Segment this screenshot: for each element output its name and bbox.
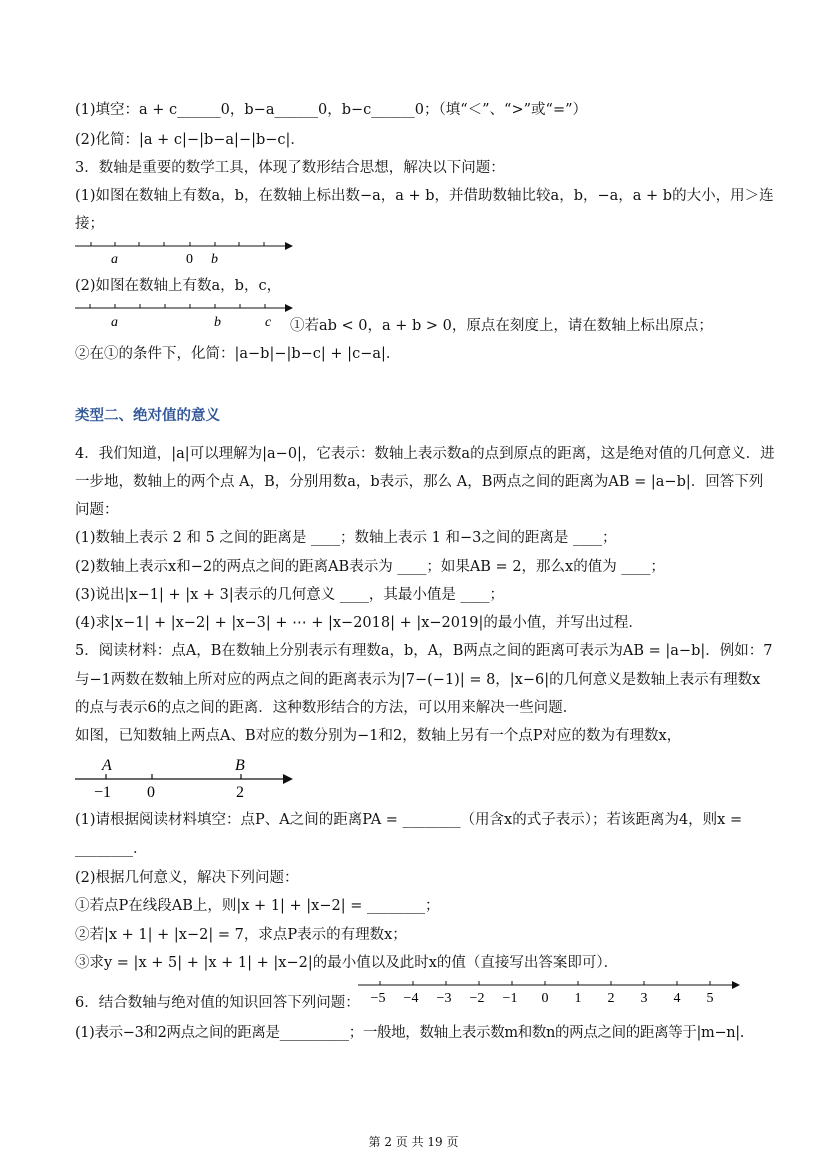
axis2-label-a: a [111,315,118,330]
q3-part1: (1)如图在数轴上有数a，b，在数轴上标出数−a，a + b，并借助数轴比较a，b，−a，a + b的大小，用＞连 [75,188,774,204]
axis4-label-neg3: −3 [436,991,452,1006]
axis4-label-neg1: −1 [502,991,518,1006]
q4-intro-3: 问题： [75,502,119,518]
axis3-label-neg1: −1 [94,784,112,801]
q6-part1: (1)表示−3和2两点之间的距离是__________；一般地，数轴上表示数m和数n的两点之间的距离等于|m−n|. [75,1025,745,1041]
axis4-label-0: 0 [541,991,549,1006]
q5-intro-1: 5．阅读材料：点A，B在数轴上分别表示有理数a，b，A，B两点之间的距离可表示为AB = |a−b|．例如：7 [75,643,773,659]
axis4-label-1: 1 [574,991,582,1006]
axis4-label-neg4: −4 [403,991,419,1006]
number-line-1 [75,236,295,268]
number-line-2 [75,298,295,332]
axis4-label-neg5: −5 [370,991,386,1006]
q4-part3: (3)说出|x−1| + |x + 3|表示的几何意义 ____，其最小值是 ____； [75,587,504,603]
q3-part1-cont: 接； [75,216,104,232]
q4-part1: (1)数轴上表示 2 和 5 之间的距离是 ____；数轴上表示 1 和−3之间的距离是 ____； [75,530,617,546]
q3-part2: (2)如图在数轴上有数a，b，c， [75,278,282,294]
q4-intro-1: 4．我们知道，|a|可以理解为|a−0|，它表示：数轴上表示数a的点到原点的距离，这是绝对值的几何意义．进 [75,446,775,462]
q5-part1-cont: ________． [75,841,148,857]
axis4-label-2: 2 [607,991,615,1006]
q5-intro-3: 的点与表示6的点之间的距离．这种数形结合的方法，可以用来解决一些问题． [75,700,578,716]
section-heading-type2: 类型二、绝对值的意义 [75,408,220,424]
q5-part2-sub1: ①若点P在线段AB上，则|x + 1| + |x−2| = ________； [75,898,440,914]
q2-part1: (1)填空：a + c______0，b−a______0，b−c______0；（填“＜”、“>”或“=”） [75,102,588,118]
number-line-3 [75,752,295,802]
axis4-label-5: 5 [706,991,714,1006]
axis2-label-c: c [265,315,272,330]
axis1-label-a: a [111,252,118,267]
axis3-label-A: A [102,757,112,774]
axis4-label-4: 4 [673,991,681,1006]
axis4-label-3: 3 [640,991,648,1006]
q4-part2: (2)数轴上表示x和−2的两点之间的距离AB表示为 ____；如果AB = 2，那么x的值为 ____； [75,559,665,575]
axis1-label-b: b [211,252,218,267]
q6-intro: 6．结合数轴与绝对值的知识回答下列问题： [75,995,360,1011]
number-line-4 [358,978,743,1006]
q3-part2-sub2: ②在①的条件下，化简：|a−b|−|b−c| + |c−a|． [75,346,401,362]
q5-part2-sub2: ②若|x + 1| + |x−2| = 7，求点P表示的有理数x； [75,927,407,943]
q5-part1: (1)请根据阅读材料填空：点P、A之间的距离PA = ________（用含x的式子表示）；若该距离为4，则x = [75,812,743,828]
page-footer: 第 2 页 共 19 页 [368,1135,459,1149]
q2-part2: (2)化简：|a + c|−|b−a|−|b−c|． [75,132,305,148]
axis2-label-b: b [214,315,221,330]
q5-part2-sub3: ③求y = |x + 5| + |x + 1| + |x−2|的最小值以及此时x的值（直接写出答案即可）． [75,955,619,971]
q5-intro-2: 与−1两数在数轴上所对应的两点之间的距离表示为|7−(−1)| = 8，|x−6|的几何意义是数轴上表示有理数x [75,672,761,688]
q3-intro: 3．数轴是重要的数学工具，体现了数形结合思想，解决以下问题： [75,160,505,176]
q3-part2-sub1: ①若ab < 0，a + b > 0，原点在刻度上，请在数轴上标出原点； [290,318,713,334]
axis1-label-0: 0 [186,252,193,267]
axis4-label-neg2: −2 [469,991,485,1006]
axis3-label-B: B [235,757,245,774]
q4-intro-2: 一步地，数轴上的两个点 A，B，分别用数a，b表示，那么 A，B两点之间的距离为AB = |a−b|．回答下列 [75,474,764,490]
axis3-label-0: 0 [147,784,155,801]
axis3-label-2: 2 [236,784,244,801]
q4-part4: (4)求|x−1| + |x−2| + |x−3| + ⋯ + |x−2018| + |x−2019|的最小值，并写出过程． [75,615,643,631]
q5-part2: (2)根据几何意义，解决下列问题： [75,870,299,886]
q5-figure-caption: 如图，已知数轴上两点A、B对应的数分别为−1和2，数轴上另有一个点P对应的数为有理数x， [75,728,682,744]
